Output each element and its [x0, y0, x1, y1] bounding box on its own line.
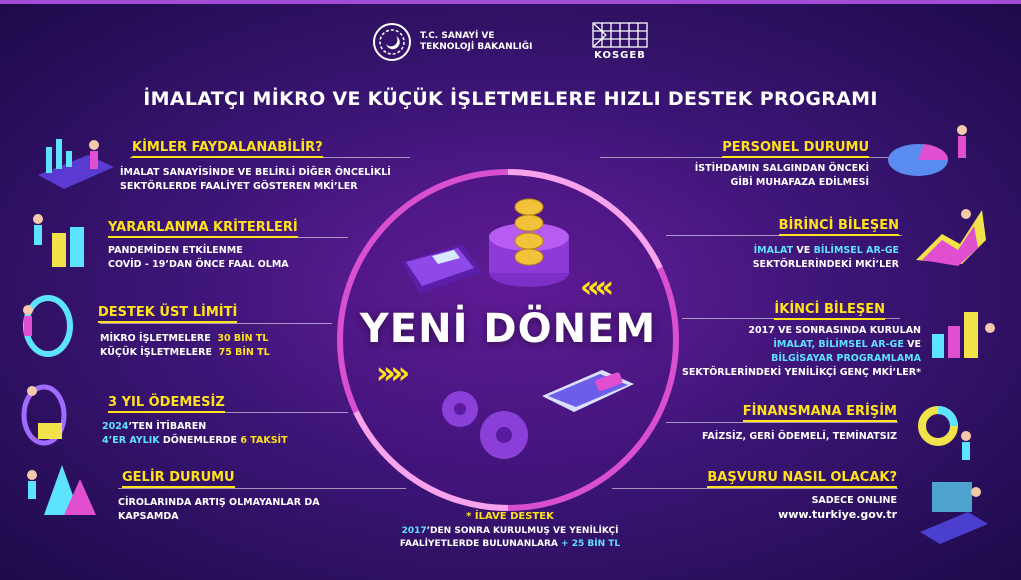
text-line: SEKTÖRLERDE FAALİYET GÖSTEREN MKİ’LER	[120, 181, 358, 192]
phone-chart-icon	[538, 366, 638, 414]
rising-chart-icon	[912, 200, 992, 270]
gears-icon	[432, 385, 542, 465]
pyramid-chart-icon	[14, 455, 104, 525]
heading-finansman: FİNANSMANA ERİŞİM	[742, 404, 897, 419]
body-limit	[100, 332, 270, 360]
kucuk-value: 75 BİN TL	[218, 347, 270, 358]
text-fragment: ’TEN İTİBAREN	[128, 421, 207, 432]
disc-person-icon	[0, 290, 90, 360]
heading-basvuru: BAŞVURU NASIL OLACAK?	[707, 470, 897, 485]
text-line: SADECE ONLINE	[811, 495, 897, 506]
text-fragment: VE	[903, 339, 921, 350]
text-line: İSTİHDAMIN SALGINDAN ÖNCEKİ	[694, 163, 869, 174]
mikro-row	[100, 332, 270, 346]
heading-kimler: KİMLER FAYDALANABİLİR?	[132, 140, 323, 155]
year-2017: 2017	[401, 526, 427, 536]
heading-ikinci: İKİNCİ BİLEŞEN	[774, 302, 885, 317]
bilgisayar: BİLGİSAYAR PROGRAMLAMA	[771, 353, 921, 364]
connector-line	[612, 488, 898, 489]
connector-line	[666, 422, 898, 423]
period: 4’ER AYLIK	[102, 435, 160, 446]
body-odemesiz	[102, 420, 288, 448]
page-title: İMALATÇI MİKRO VE KÜÇÜK İŞLETMELERE HIZLI DESTEK PROGRAMI	[143, 88, 878, 110]
text-line: PANDEMİDEN ETKİLENME	[108, 245, 243, 256]
connector-line	[118, 488, 406, 489]
odemesiz-line-2	[102, 434, 288, 448]
text-fragment: VE	[793, 245, 814, 256]
text-line: COVİD - 19’DAN ÖNCE FAAL OLMA	[108, 259, 289, 270]
text-line: FAİZSİZ, GERİ ÖDEMELİ, TEMİNATSIZ	[702, 431, 897, 442]
odemesiz-line-1	[102, 420, 288, 434]
calculator-icon	[392, 242, 484, 296]
kucuk-row	[100, 346, 270, 360]
text-line: CİROLARINDA ARTIŞ OLMAYANLAR DA	[118, 497, 320, 508]
body-gelir	[118, 496, 320, 524]
installments: 6 TAKSİT	[240, 435, 288, 446]
text-line: GİBİ MUHAFAZA EDİLMESİ	[730, 177, 869, 188]
website-link[interactable]: www.turkiye.gov.tr	[778, 508, 897, 521]
kucuk-label: KÜÇÜK İŞLETMELERE	[100, 347, 212, 358]
text-line: SEKTÖRLERİNDEKİ YENİLİKÇİ GENÇ MKİ’LER*	[682, 367, 921, 378]
heading-birinci: BİRİNCİ BİLEŞEN	[778, 218, 899, 233]
ikinci-line-2	[682, 338, 921, 352]
text-line: KAPSAMDA	[118, 511, 179, 522]
heading-odemesiz: 3 YIL ÖDEMESİZ	[108, 395, 225, 410]
text-line: İMALAT SANAYİSİNDE VE BELİRLİ DİĞER ÖNCELİKLİ	[120, 167, 391, 178]
online-screen-icon	[912, 472, 992, 546]
ilave-line-1	[385, 525, 635, 538]
heading-yararlanma: YARARLANMA KRİTERLERİ	[108, 220, 298, 235]
center-title: YENİ DÖNEM	[359, 306, 657, 352]
birinci-line-1	[753, 244, 899, 258]
hourglass-person-icon	[10, 375, 80, 455]
ministry-line-1: T.C. SANAYİ VE	[420, 31, 495, 41]
ilave-body	[385, 525, 635, 551]
donut-chart-icon	[914, 400, 984, 470]
coin-stack-icon	[486, 195, 572, 290]
text-line: SEKTÖRLERİNDEKİ MKİ’LER	[752, 259, 899, 270]
imalat: İMALAT	[753, 245, 794, 256]
cylinders-person-icon	[22, 205, 92, 275]
body-birinci	[753, 244, 899, 272]
heading-gelir: GELİR DURUMU	[122, 470, 235, 485]
bonus-amount: + 25 BİN TL	[561, 539, 621, 549]
text-fragment: FAALİYETLERDE BULUNANLARA	[399, 539, 562, 549]
pie-chart-person-icon	[884, 120, 984, 190]
imalat-arge: İMALAT, BİLİMSEL AR-GE	[773, 339, 904, 350]
ilave-line-2	[385, 538, 635, 551]
chevron-right-icon: »»»	[376, 356, 399, 391]
text-fragment: ’DEN SONRA KURULMUŞ VE YENİLİKÇİ	[426, 526, 619, 536]
ilave-heading: * İLAVE DESTEK	[466, 511, 554, 522]
body-basvuru	[778, 494, 897, 522]
bilimsel-arge: BİLİMSEL AR-GE	[813, 245, 899, 256]
year-2024: 2024	[102, 421, 129, 432]
heading-personel: PERSONEL DURUMU	[722, 140, 869, 155]
heading-limit: DESTEK ÜST LİMİTİ	[98, 305, 238, 320]
body-kimler	[120, 166, 391, 194]
stacked-coins-chart-icon	[924, 298, 1004, 368]
body-personel	[695, 162, 869, 190]
text-line: 2017 VE SONRASINDA KURULAN	[748, 325, 921, 336]
mikro-label: MİKRO İŞLETMELERE	[100, 333, 211, 344]
ministry-line-2: TEKNOLOJİ BAKANLIĞI	[420, 42, 533, 52]
chevron-left-icon: «««	[580, 270, 603, 305]
connector-line	[100, 323, 332, 324]
body-ikinci	[682, 324, 921, 380]
body-yararlanma	[108, 244, 289, 272]
mikro-value: 30 BİN TL	[217, 333, 269, 344]
body-finansman	[702, 430, 897, 444]
text-fragment: DÖNEMLERDE	[159, 435, 241, 446]
kosgeb-name: KOSGEB	[594, 50, 646, 61]
bar-chart-person-icon	[28, 125, 118, 195]
